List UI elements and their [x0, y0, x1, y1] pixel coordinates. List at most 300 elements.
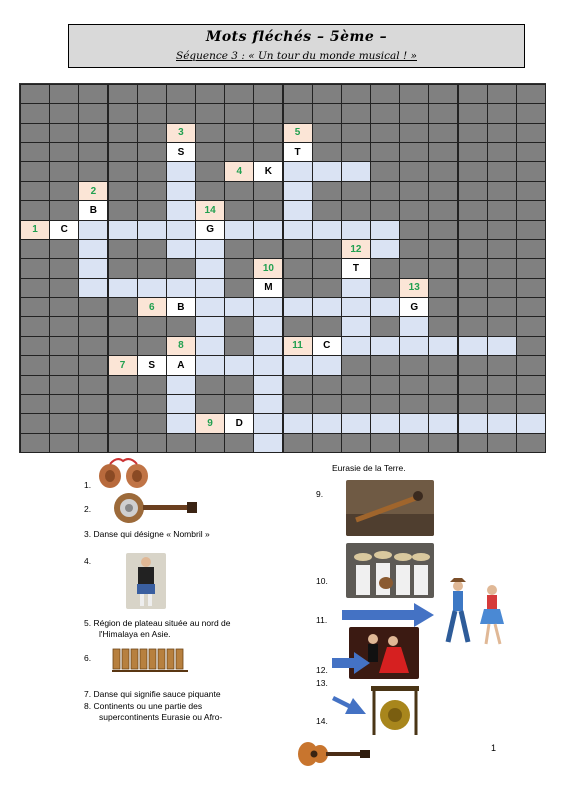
- clue-8-text-end: Eurasie de la Terre.: [332, 463, 406, 473]
- grid-cell-input[interactable]: [312, 161, 342, 181]
- grid-cell-blocked: [458, 433, 488, 453]
- page-title: Mots fléchés – 5ème –: [205, 29, 388, 45]
- grid-cell-blocked: [428, 123, 458, 143]
- grid-cell-input[interactable]: [253, 433, 283, 453]
- grid-cell-blocked: [20, 278, 50, 298]
- grid-cell-blocked: [224, 433, 254, 453]
- grid-cell-blocked: [49, 161, 79, 181]
- grid-cell-blocked: [137, 200, 167, 220]
- grid-cell-blocked: [312, 258, 342, 278]
- grid-cell-blocked: [370, 316, 400, 336]
- grid-cell-blocked: [399, 433, 429, 453]
- grid-cell-input[interactable]: G: [195, 220, 225, 240]
- grid-cell-blocked: [224, 103, 254, 123]
- grid-cell-blocked: [283, 239, 313, 259]
- grid-cell-blocked: [108, 433, 138, 453]
- grid-cell-input[interactable]: [370, 220, 400, 240]
- grid-cell-input[interactable]: [312, 355, 342, 375]
- grid-cell-input[interactable]: [224, 355, 254, 375]
- grid-cell-blocked: [516, 103, 546, 123]
- grid-cell-blocked: [516, 84, 546, 104]
- grid-cell-blocked: [20, 297, 50, 317]
- grid-cell-blocked: [20, 161, 50, 181]
- grid-cell-blocked: [49, 316, 79, 336]
- grid-cell-input[interactable]: [487, 336, 517, 356]
- grid-cell-blocked: [78, 84, 108, 104]
- grid-cell-input[interactable]: [78, 278, 108, 298]
- grid-cell-blocked: [341, 200, 371, 220]
- grid-cell-input[interactable]: [195, 278, 225, 298]
- grid-cell-blocked: [137, 258, 167, 278]
- grid-cell-blocked: [253, 200, 283, 220]
- grid-cell-blocked: [458, 161, 488, 181]
- grid-cell-blocked: [516, 181, 546, 201]
- grid-cell-blocked: [108, 181, 138, 201]
- grid-cell-blocked: [253, 239, 283, 259]
- grid-cell-blocked: [487, 375, 517, 395]
- grid-cell-blocked: [78, 433, 108, 453]
- grid-cell-input[interactable]: [283, 297, 313, 317]
- grid-cell-blocked: [108, 123, 138, 143]
- grid-cell-input[interactable]: [253, 297, 283, 317]
- grid-cell-blocked: [487, 220, 517, 240]
- clue-5-text-cont: l'Himalaya en Asie.: [99, 629, 171, 639]
- grid-cell-blocked: [20, 258, 50, 278]
- grid-cell-blocked: [20, 84, 50, 104]
- grid-cell-blocked: [487, 258, 517, 278]
- grid-cell-blocked: [78, 103, 108, 123]
- grid-cell-input[interactable]: [312, 297, 342, 317]
- didgeridoo-player-icon: [346, 480, 434, 536]
- mariachi-band-icon: [346, 543, 434, 598]
- grid-cell-blocked: [49, 103, 79, 123]
- grid-cell-blocked: [283, 394, 313, 414]
- grid-cell-input[interactable]: [195, 297, 225, 317]
- grid-cell-blocked: [516, 316, 546, 336]
- grid-cell-input[interactable]: [78, 239, 108, 259]
- grid-cell-blocked: [253, 84, 283, 104]
- grid-cell-input[interactable]: C: [312, 336, 342, 356]
- grid-cell-clue-number: 6: [137, 297, 167, 317]
- grid-cell-input[interactable]: B: [166, 297, 196, 317]
- grid-cell-input[interactable]: [166, 239, 196, 259]
- arrow-12-icon: [332, 651, 370, 675]
- grid-cell-clue-number: 9: [195, 413, 225, 433]
- grid-cell-blocked: [370, 394, 400, 414]
- grid-cell-input[interactable]: [78, 220, 108, 240]
- grid-cell-blocked: [399, 103, 429, 123]
- grid-cell-blocked: [399, 161, 429, 181]
- grid-cell-blocked: [458, 239, 488, 259]
- grid-cell-input[interactable]: [312, 413, 342, 433]
- grid-cell-blocked: [370, 84, 400, 104]
- grid-cell-blocked: [224, 278, 254, 298]
- grid-cell-input[interactable]: [341, 220, 371, 240]
- grid-cell-blocked: [487, 142, 517, 162]
- grid-cell-blocked: [487, 239, 517, 259]
- grid-cell-blocked: [487, 394, 517, 414]
- grid-cell-input[interactable]: [428, 413, 458, 433]
- grid-cell-input[interactable]: D: [224, 413, 254, 433]
- grid-cell-input[interactable]: G: [399, 297, 429, 317]
- grid-cell-blocked: [312, 84, 342, 104]
- grid-cell-input[interactable]: [428, 336, 458, 356]
- grid-cell-input[interactable]: [283, 413, 313, 433]
- grid-cell-input[interactable]: A: [166, 355, 196, 375]
- title-box: [68, 24, 525, 68]
- grid-cell-blocked: [137, 336, 167, 356]
- grid-cell-blocked: [253, 103, 283, 123]
- grid-cell-input[interactable]: [370, 239, 400, 259]
- grid-cell-blocked: [487, 355, 517, 375]
- clue-9-label: 9.: [316, 489, 324, 499]
- grid-cell-input[interactable]: [166, 278, 196, 298]
- grid-cell-input[interactable]: [341, 297, 371, 317]
- grid-cell-blocked: [458, 258, 488, 278]
- grid-cell-blocked: [137, 142, 167, 162]
- grid-cell-blocked: [370, 200, 400, 220]
- grid-cell-input[interactable]: [341, 413, 371, 433]
- grid-cell-blocked: [20, 239, 50, 259]
- grid-cell-blocked: [78, 142, 108, 162]
- grid-cell-input[interactable]: [370, 336, 400, 356]
- grid-cell-input[interactable]: [108, 220, 138, 240]
- grid-cell-blocked: [516, 161, 546, 181]
- grid-cell-blocked: [20, 316, 50, 336]
- grid-cell-blocked: [224, 123, 254, 143]
- grid-cell-blocked: [312, 181, 342, 201]
- grid-cell-blocked: [253, 142, 283, 162]
- grid-cell-clue-number: 5: [283, 123, 313, 143]
- grid-cell-blocked: [428, 161, 458, 181]
- grid-cell-blocked: [20, 200, 50, 220]
- grid-cell-input[interactable]: [253, 413, 283, 433]
- grid-cell-input[interactable]: [370, 413, 400, 433]
- grid-cell-input[interactable]: [166, 181, 196, 201]
- grid-cell-input[interactable]: [166, 161, 196, 181]
- grid-cell-blocked: [20, 336, 50, 356]
- grid-cell-clue-number: 1: [20, 220, 50, 240]
- grid-cell-blocked: [458, 394, 488, 414]
- grid-cell-blocked: [195, 433, 225, 453]
- grid-cell-input[interactable]: [458, 413, 488, 433]
- grid-cell-input[interactable]: T: [283, 142, 313, 162]
- grid-cell-blocked: [487, 278, 517, 298]
- grid-cell-blocked: [137, 413, 167, 433]
- grid-cell-blocked: [399, 258, 429, 278]
- grid-cell-blocked: [428, 297, 458, 317]
- grid-cell-blocked: [137, 103, 167, 123]
- grid-cell-input[interactable]: [253, 336, 283, 356]
- grid-cell-input[interactable]: K: [253, 161, 283, 181]
- grid-cell-blocked: [428, 103, 458, 123]
- grid-cell-input[interactable]: [195, 336, 225, 356]
- grid-cell-blocked: [516, 142, 546, 162]
- grid-cell-clue-number: 4: [224, 161, 254, 181]
- grid-cell-blocked: [458, 316, 488, 336]
- grid-cell-blocked: [370, 142, 400, 162]
- grid-cell-blocked: [108, 316, 138, 336]
- grid-cell-blocked: [399, 200, 429, 220]
- grid-cell-blocked: [458, 103, 488, 123]
- grid-cell-blocked: [487, 84, 517, 104]
- grid-cell-blocked: [137, 181, 167, 201]
- grid-cell-input[interactable]: [399, 316, 429, 336]
- grid-cell-blocked: [341, 103, 371, 123]
- grid-cell-blocked: [516, 355, 546, 375]
- grid-cell-blocked: [487, 316, 517, 336]
- grid-cell-blocked: [399, 220, 429, 240]
- grid-cell-blocked: [253, 181, 283, 201]
- grid-cell-blocked: [312, 394, 342, 414]
- grid-cell-input[interactable]: [341, 278, 371, 298]
- clue-3-text: 3. Danse qui désigne « Nombril »: [84, 529, 210, 539]
- grid-cell-input[interactable]: C: [49, 220, 79, 240]
- grid-cell-blocked: [458, 375, 488, 395]
- grid-cell-blocked: [341, 355, 371, 375]
- grid-cell-input[interactable]: [399, 336, 429, 356]
- grid-cell-blocked: [224, 181, 254, 201]
- grid-cell-input[interactable]: [312, 220, 342, 240]
- grid-cell-blocked: [108, 200, 138, 220]
- grid-cell-input[interactable]: [458, 336, 488, 356]
- grid-cell-blocked: [516, 278, 546, 298]
- grid-cell-input[interactable]: [137, 220, 167, 240]
- grid-cell-blocked: [20, 413, 50, 433]
- grid-cell-input[interactable]: [166, 220, 196, 240]
- grid-cell-blocked: [224, 375, 254, 395]
- grid-cell-blocked: [108, 375, 138, 395]
- grid-cell-blocked: [20, 394, 50, 414]
- grid-cell-input[interactable]: [399, 413, 429, 433]
- grid-cell-blocked: [20, 123, 50, 143]
- grid-cell-blocked: [49, 258, 79, 278]
- grid-cell-clue-number: 3: [166, 123, 196, 143]
- grid-cell-input[interactable]: [166, 375, 196, 395]
- grid-cell-blocked: [341, 181, 371, 201]
- grid-cell-blocked: [370, 433, 400, 453]
- grid-cell-blocked: [195, 375, 225, 395]
- grid-cell-blocked: [224, 84, 254, 104]
- grid-cell-blocked: [49, 375, 79, 395]
- grid-cell-blocked: [283, 258, 313, 278]
- grid-cell-blocked: [487, 297, 517, 317]
- grid-cell-blocked: [108, 336, 138, 356]
- grid-cell-blocked: [370, 278, 400, 298]
- grid-cell-clue-number: 14: [195, 200, 225, 220]
- grid-cell-blocked: [428, 239, 458, 259]
- grid-cell-blocked: [108, 103, 138, 123]
- grid-cell-input[interactable]: [166, 200, 196, 220]
- grid-cell-blocked: [516, 394, 546, 414]
- grid-cell-input[interactable]: T: [341, 258, 371, 278]
- clue-13-label: 13.: [316, 678, 328, 688]
- clue-8-text-cont: supercontinents Eurasie ou Afro-: [99, 712, 223, 722]
- grid-cell-blocked: [399, 123, 429, 143]
- grid-cell-clue-number: 11: [283, 336, 313, 356]
- grid-cell-blocked: [224, 200, 254, 220]
- grid-cell-input[interactable]: [253, 394, 283, 414]
- grid-cell-blocked: [49, 84, 79, 104]
- arrow-11-icon: [342, 601, 434, 629]
- grid-cell-blocked: [428, 278, 458, 298]
- grid-cell-blocked: [49, 142, 79, 162]
- grid-cell-blocked: [458, 181, 488, 201]
- grid-cell-blocked: [49, 355, 79, 375]
- grid-cell-blocked: [20, 142, 50, 162]
- grid-cell-input[interactable]: [253, 355, 283, 375]
- grid-cell-blocked: [399, 181, 429, 201]
- grid-cell-blocked: [78, 375, 108, 395]
- grid-cell-input[interactable]: [283, 355, 313, 375]
- grid-cell-blocked: [166, 258, 196, 278]
- grid-cell-input[interactable]: [195, 355, 225, 375]
- grid-cell-blocked: [370, 355, 400, 375]
- grid-cell-input[interactable]: [195, 258, 225, 278]
- grid-cell-blocked: [224, 258, 254, 278]
- grid-cell-blocked: [283, 433, 313, 453]
- grid-cell-blocked: [49, 278, 79, 298]
- grid-cell-blocked: [78, 394, 108, 414]
- grid-cell-blocked: [458, 123, 488, 143]
- grid-cell-input[interactable]: [78, 258, 108, 278]
- grid-cell-blocked: [428, 200, 458, 220]
- crossword-grid: [19, 83, 546, 453]
- grid-cell-input[interactable]: S: [137, 355, 167, 375]
- grid-cell-blocked: [312, 239, 342, 259]
- clue-8-text: 8. Continents ou une partie des: [84, 701, 203, 711]
- grid-cell-clue-number: 7: [108, 355, 138, 375]
- grid-cell-blocked: [137, 375, 167, 395]
- grid-cell-blocked: [487, 123, 517, 143]
- grid-cell-input[interactable]: [224, 220, 254, 240]
- grid-cell-input[interactable]: [195, 239, 225, 259]
- grid-cell-blocked: [49, 181, 79, 201]
- grid-cell-blocked: [195, 394, 225, 414]
- grid-cell-blocked: [516, 220, 546, 240]
- grid-cell-blocked: [224, 142, 254, 162]
- grid-cell-blocked: [341, 375, 371, 395]
- grid-cell-input[interactable]: [195, 316, 225, 336]
- grid-cell-blocked: [428, 394, 458, 414]
- grid-cell-blocked: [428, 316, 458, 336]
- grid-cell-input[interactable]: [253, 316, 283, 336]
- grid-cell-blocked: [458, 142, 488, 162]
- balafon-icon: [110, 641, 192, 677]
- grid-cell-blocked: [428, 84, 458, 104]
- grid-cell-blocked: [137, 316, 167, 336]
- clue-2-label: 2.: [84, 504, 92, 514]
- grid-cell-blocked: [370, 258, 400, 278]
- grid-cell-blocked: [487, 433, 517, 453]
- grid-cell-blocked: [108, 413, 138, 433]
- grid-cell-input[interactable]: [166, 413, 196, 433]
- grid-cell-blocked: [487, 200, 517, 220]
- clue-5-text: 5. Région de plateau située au nord de: [84, 618, 231, 628]
- page-subtitle: Séquence 3 : « Un tour du monde musical ! »: [176, 50, 417, 62]
- grid-cell-blocked: [78, 123, 108, 143]
- grid-cell-blocked: [195, 123, 225, 143]
- grid-cell-clue-number: 10: [253, 258, 283, 278]
- grid-cell-input[interactable]: [283, 181, 313, 201]
- grid-cell-input[interactable]: [137, 278, 167, 298]
- grid-cell-blocked: [487, 181, 517, 201]
- grid-cell-blocked: [341, 394, 371, 414]
- grid-cell-blocked: [516, 200, 546, 220]
- grid-cell-input[interactable]: [224, 297, 254, 317]
- grid-cell-input[interactable]: [341, 161, 371, 181]
- grid-cell-blocked: [370, 181, 400, 201]
- grid-cell-input[interactable]: [341, 336, 371, 356]
- grid-cell-blocked: [428, 433, 458, 453]
- grid-cell-input[interactable]: [253, 220, 283, 240]
- grid-cell-blocked: [312, 142, 342, 162]
- grid-cell-blocked: [516, 375, 546, 395]
- grid-cell-blocked: [312, 278, 342, 298]
- grid-cell-input[interactable]: [283, 161, 313, 181]
- grid-cell-blocked: [428, 375, 458, 395]
- classical-guitar-icon: [296, 737, 372, 769]
- grid-cell-input[interactable]: [341, 316, 371, 336]
- grid-cell-clue-number: 13: [399, 278, 429, 298]
- grid-cell-blocked: [20, 355, 50, 375]
- grid-cell-blocked: [516, 433, 546, 453]
- grid-cell-input[interactable]: [253, 375, 283, 395]
- grid-cell-blocked: [224, 239, 254, 259]
- grid-cell-input[interactable]: [516, 413, 546, 433]
- grid-cell-input[interactable]: B: [78, 200, 108, 220]
- grid-cell-input[interactable]: M: [253, 278, 283, 298]
- grid-cell-blocked: [341, 433, 371, 453]
- grid-cell-blocked: [458, 84, 488, 104]
- grid-cell-input[interactable]: [283, 200, 313, 220]
- grid-cell-blocked: [458, 355, 488, 375]
- grid-cell-blocked: [137, 161, 167, 181]
- grid-cell-blocked: [195, 161, 225, 181]
- grid-cell-blocked: [312, 103, 342, 123]
- grid-cell-blocked: [108, 258, 138, 278]
- grid-cell-blocked: [137, 239, 167, 259]
- grid-cell-blocked: [78, 413, 108, 433]
- grid-cell-input[interactable]: S: [166, 142, 196, 162]
- grid-cell-blocked: [370, 123, 400, 143]
- grid-cell-blocked: [49, 336, 79, 356]
- grid-cell-blocked: [195, 142, 225, 162]
- resonator-guitar-icon: [111, 491, 199, 525]
- grid-cell-blocked: [341, 84, 371, 104]
- grid-cell-blocked: [458, 297, 488, 317]
- grid-cell-blocked: [224, 394, 254, 414]
- grid-cell-blocked: [283, 84, 313, 104]
- grid-cell-input[interactable]: [370, 297, 400, 317]
- grid-cell-input[interactable]: [283, 220, 313, 240]
- grid-cell-blocked: [399, 394, 429, 414]
- grid-cell-blocked: [370, 375, 400, 395]
- grid-cell-blocked: [399, 142, 429, 162]
- grid-cell-blocked: [195, 181, 225, 201]
- grid-cell-input[interactable]: [108, 278, 138, 298]
- arrow-13-icon: [332, 688, 368, 720]
- grid-cell-blocked: [166, 84, 196, 104]
- grid-cell-blocked: [312, 375, 342, 395]
- grid-cell-input[interactable]: [487, 413, 517, 433]
- grid-cell-blocked: [516, 258, 546, 278]
- grid-cell-input[interactable]: [166, 394, 196, 414]
- clue-14-label: 14.: [316, 716, 328, 726]
- grid-cell-blocked: [166, 103, 196, 123]
- clue-6-label: 6.: [84, 653, 92, 663]
- grid-cell-blocked: [487, 161, 517, 181]
